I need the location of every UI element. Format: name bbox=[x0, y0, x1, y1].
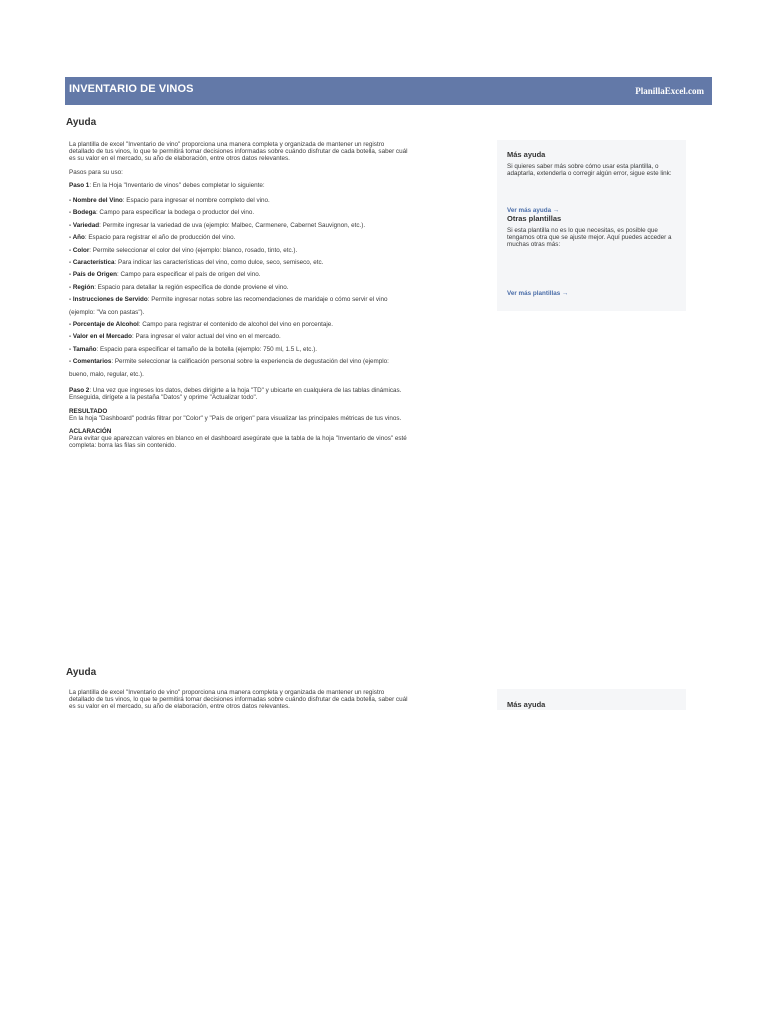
site-link[interactable]: PlanillaExcel.com bbox=[635, 86, 704, 96]
field-item: - Comentarios: Permite seleccionar la calificación personal sobre la experiencia de degustación del vino (ejemplo: bueno, malo, regular, etc.). bbox=[69, 358, 389, 378]
more-help-title: Más ayuda bbox=[507, 150, 546, 159]
help-title: Ayuda bbox=[66, 667, 97, 678]
field-item: - Característica: Para indicar las características del vino, como dulce, seco, semiseco, etc. bbox=[69, 259, 324, 267]
field-item: - Tamaño: Espacio para especificar el tamaño de la botella (ejemplo: 750 ml, 1.5 L, etc.). bbox=[69, 345, 318, 353]
step2: Paso 2: Una vez que ingreses los datos, debes dirigirte a la hoja "TD" y ubicarte en cualquiera de las tablas dinámicas. Enseguida, dirígete a la pestaña "Datos" y oprime "Actualizar todo". bbox=[69, 387, 402, 402]
steps-label: Pasos para su uso: bbox=[69, 168, 123, 176]
help-body bbox=[69, 141, 409, 450]
side-panel bbox=[497, 689, 686, 710]
result-title: RESULTADO bbox=[69, 407, 108, 415]
field-item: - Nombre del Vino: Espacio para ingresar el nombre completo del vino. bbox=[69, 197, 270, 205]
more-templates-link[interactable]: Ver más plantillas → bbox=[507, 290, 569, 297]
step1: Paso 1: En la Hoja "Inventario de vinos" debes completar lo siguiente: bbox=[69, 181, 265, 189]
field-item: - Bodega: Campo para especificar la bodega o productor del vino. bbox=[69, 209, 255, 217]
more-help-text: Si quieres saber más sobre cómo usar esta plantilla, o adaptarla, extenderla o corregir algún error, sigue este link: bbox=[507, 163, 672, 178]
side-panel bbox=[497, 140, 686, 311]
field-item: - Instrucciones de Servido: Permite ingresar notas sobre las recomendaciones de maridaje o cómo servir el vino (ejemplo: "Va con pastas"). bbox=[69, 296, 388, 316]
note-text: Para evitar que aparezcan valores en blanco en el dashboard asegúrate que la tabla de la hoja "Inventario de vinos" esté completa: borra las filas sin contenido. bbox=[69, 435, 407, 450]
field-item: - Región: Espacio para detallar la región específica de donde proviene el vino. bbox=[69, 283, 289, 291]
more-help-title: Más ayuda bbox=[507, 700, 546, 709]
field-item: - Año: Espacio para registrar el año de producción del vino. bbox=[69, 234, 236, 242]
field-item: - Variedad: Permite ingresar la variedad de uva (ejemplo: Malbec, Carmenere, Cabernet Sauvignon, etc.). bbox=[69, 221, 366, 229]
help-body-repeat-clip bbox=[0, 689, 768, 710]
fields-list bbox=[69, 195, 409, 381]
help-intro: La plantilla de excel "Inventario de vino" proporciona una manera completa y organizada de mantener un registro detallado de tus vinos, lo que te permitirá tomar decisiones informadas sobre cuándo disfrutar de cada botella, saber cuál es su valor en el mercado, su año de elaboración, entre otros datos relevantes. bbox=[69, 141, 408, 163]
other-templates-text: Si esta plantilla no es lo que necesitas, es posible que tengamos otra que se ajuste mejor. Aquí puedes acceder a muchas otras más: bbox=[507, 227, 672, 249]
help-title: Ayuda bbox=[66, 117, 97, 128]
field-item: - País de Origen: Campo para especificar el país de origen del vino. bbox=[69, 271, 261, 279]
field-item: - Valor en el Mercado: Para ingresar el valor actual del vino en el mercado. bbox=[69, 333, 281, 341]
header-bar bbox=[65, 77, 712, 105]
other-templates-title: Otras plantillas bbox=[507, 214, 562, 223]
field-item: - Porcentaje de Alcohol: Campo para registrar el contenido de alcohol del vino en porcentaje. bbox=[69, 321, 334, 329]
note-title: ACLARACIÓN bbox=[69, 427, 112, 435]
result-text: En la hoja "Dashboard" podrás filtrar por "Color" y "País de origen" para visualizar las principales métricas de tus vinos. bbox=[69, 414, 402, 422]
page-title: INVENTARIO DE VINOS bbox=[69, 83, 194, 95]
help-intro: La plantilla de excel "Inventario de vino" proporciona una manera completa y organizada de mantener un registro detallado de tus vinos, lo que te permitirá tomar decisiones informadas sobre cuándo disfrutar de cada botella, saber cuál es su valor en el mercado, su año de elaboración, entre otros datos relevantes. bbox=[69, 689, 408, 710]
help-body bbox=[69, 689, 409, 710]
field-item: - Color: Permite seleccionar el color del vino (ejemplo: blanco, rosado, tinto, etc.). bbox=[69, 246, 298, 254]
more-help-link[interactable]: Ver más ayuda → bbox=[507, 207, 560, 214]
